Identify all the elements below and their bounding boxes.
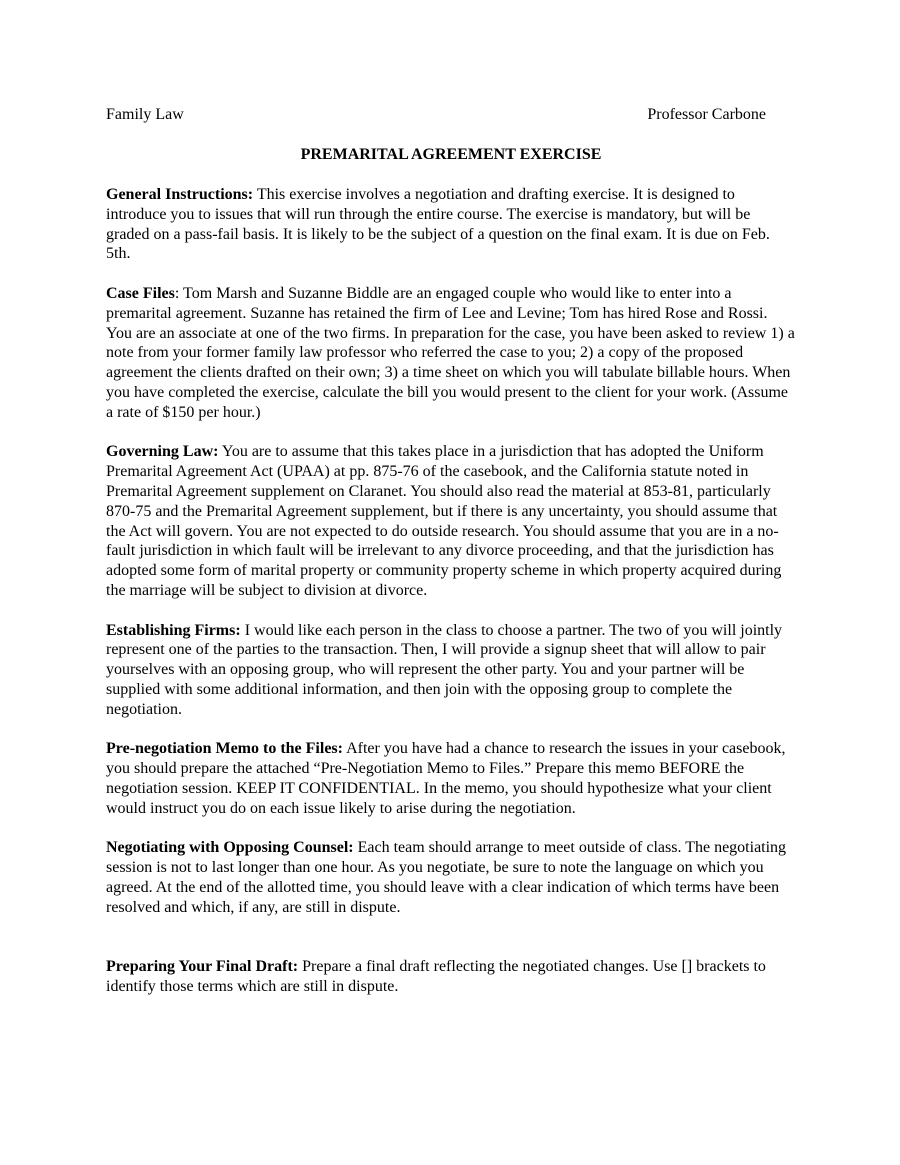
- section-body: Prepare a final draft reflecting the negotiated changes. Use [] brackets to identify those terms which are still in dispute.: [106, 958, 766, 995]
- section-case-files: [106, 284, 796, 423]
- section-heading: Negotiating with Opposing Counsel:: [106, 839, 354, 857]
- course-name: Family Law: [106, 106, 184, 123]
- section-heading: Establishing Firms:: [106, 621, 241, 639]
- section-body: : Tom Marsh and Suzanne Biddle are an engaged couple who would like to enter into a premarital agreement. Suzanne has retained the firm of Lee and Levine; Tom has hired Rose and Rossi. You are an associate at one of the two firms. In preparation for the case, you have been asked to review 1) a note from your former family law professor who referred the case to you; 2) a copy of the proposed agreement the clients drafted on their own; 3) a time sheet on which you will tabulate billable hours. When you have completed the exercise, calculate the bill you would present to the client for your work. (Assume a rate of $150 per hour.): [106, 284, 795, 421]
- section-heading: Pre-negotiation Memo to the Files:: [106, 740, 343, 758]
- section-general-instructions: [106, 185, 796, 264]
- page-header: [106, 105, 766, 125]
- document-title: PREMARITAL AGREEMENT EXERCISE: [300, 146, 602, 163]
- section-body: Each team should arrange to meet outside of class. The negotiating session is not to last longer than one hour. As you negotiate, be sure to note the language on which you agreed. At the end of the allotted time, you should leave with a clear indication of which terms have been resolved and which, if any, are still in dispute.: [106, 839, 787, 916]
- section-final-draft: [106, 957, 796, 997]
- section-body: You are to assume that this takes place in a jurisdiction that has adopted the Uniform Premarital Agreement Act (UPAA) at pp. 875-76 of the casebook, and the California statute noted in Premarital Agreement supplement on Claranet. You should also read the material at 853-81, particularly 870-75 and the Premarital Agreement supplement, but if there is any uncertainty, you should assume that the Act will govern. You are not expected to do outside research. You should assume that you are in a no-fault jurisdiction in which fault will be irrelevant to any divorce proceeding, and that the jurisdiction has adopted some form of marital property or community property scheme in which property acquired during the marriage will be subject to division at divorce.: [106, 443, 782, 599]
- section-heading: Governing Law:: [106, 443, 219, 461]
- section-pre-negotiation-memo: [106, 739, 796, 818]
- section-heading: Case Files: [106, 284, 175, 302]
- document-page: [106, 105, 796, 997]
- professor-name: Professor Carbone: [647, 106, 766, 123]
- section-establishing-firms: [106, 621, 796, 720]
- section-governing-law: [106, 442, 796, 600]
- section-body: I would like each person in the class to choose a partner. The two of you will jointly represent one of the parties to the transaction. Then, I will provide a signup sheet that will allow to pair yourselves with an opposing group, who will represent the other party. You and your partner will be supplied with some additional information, and then join with the opposing group to complete the negotiation.: [106, 621, 783, 718]
- section-negotiating: [106, 838, 796, 917]
- section-heading: General Instructions:: [106, 186, 254, 203]
- section-body: This exercise involves a negotiation and drafting exercise. It is designed to introduce you to issues that will run through the entire course. The exercise is mandatory, but will be graded on a pass-fail basis. It is likely to be the subject of a question on the final exam. It is due on Feb. 5th.: [106, 186, 770, 263]
- section-heading: Preparing Your Final Draft:: [106, 958, 299, 976]
- section-body: After you have had a chance to research the issues in your casebook, you should prepare the attached “Pre-Negotiation Memo to Files.” Prepare this memo BEFORE the negotiation session. KEEP IT CONFIDENTIAL. In the memo, you should hypothesize what your client would instruct you do on each issue likely to arise during the negotiation.: [106, 740, 786, 817]
